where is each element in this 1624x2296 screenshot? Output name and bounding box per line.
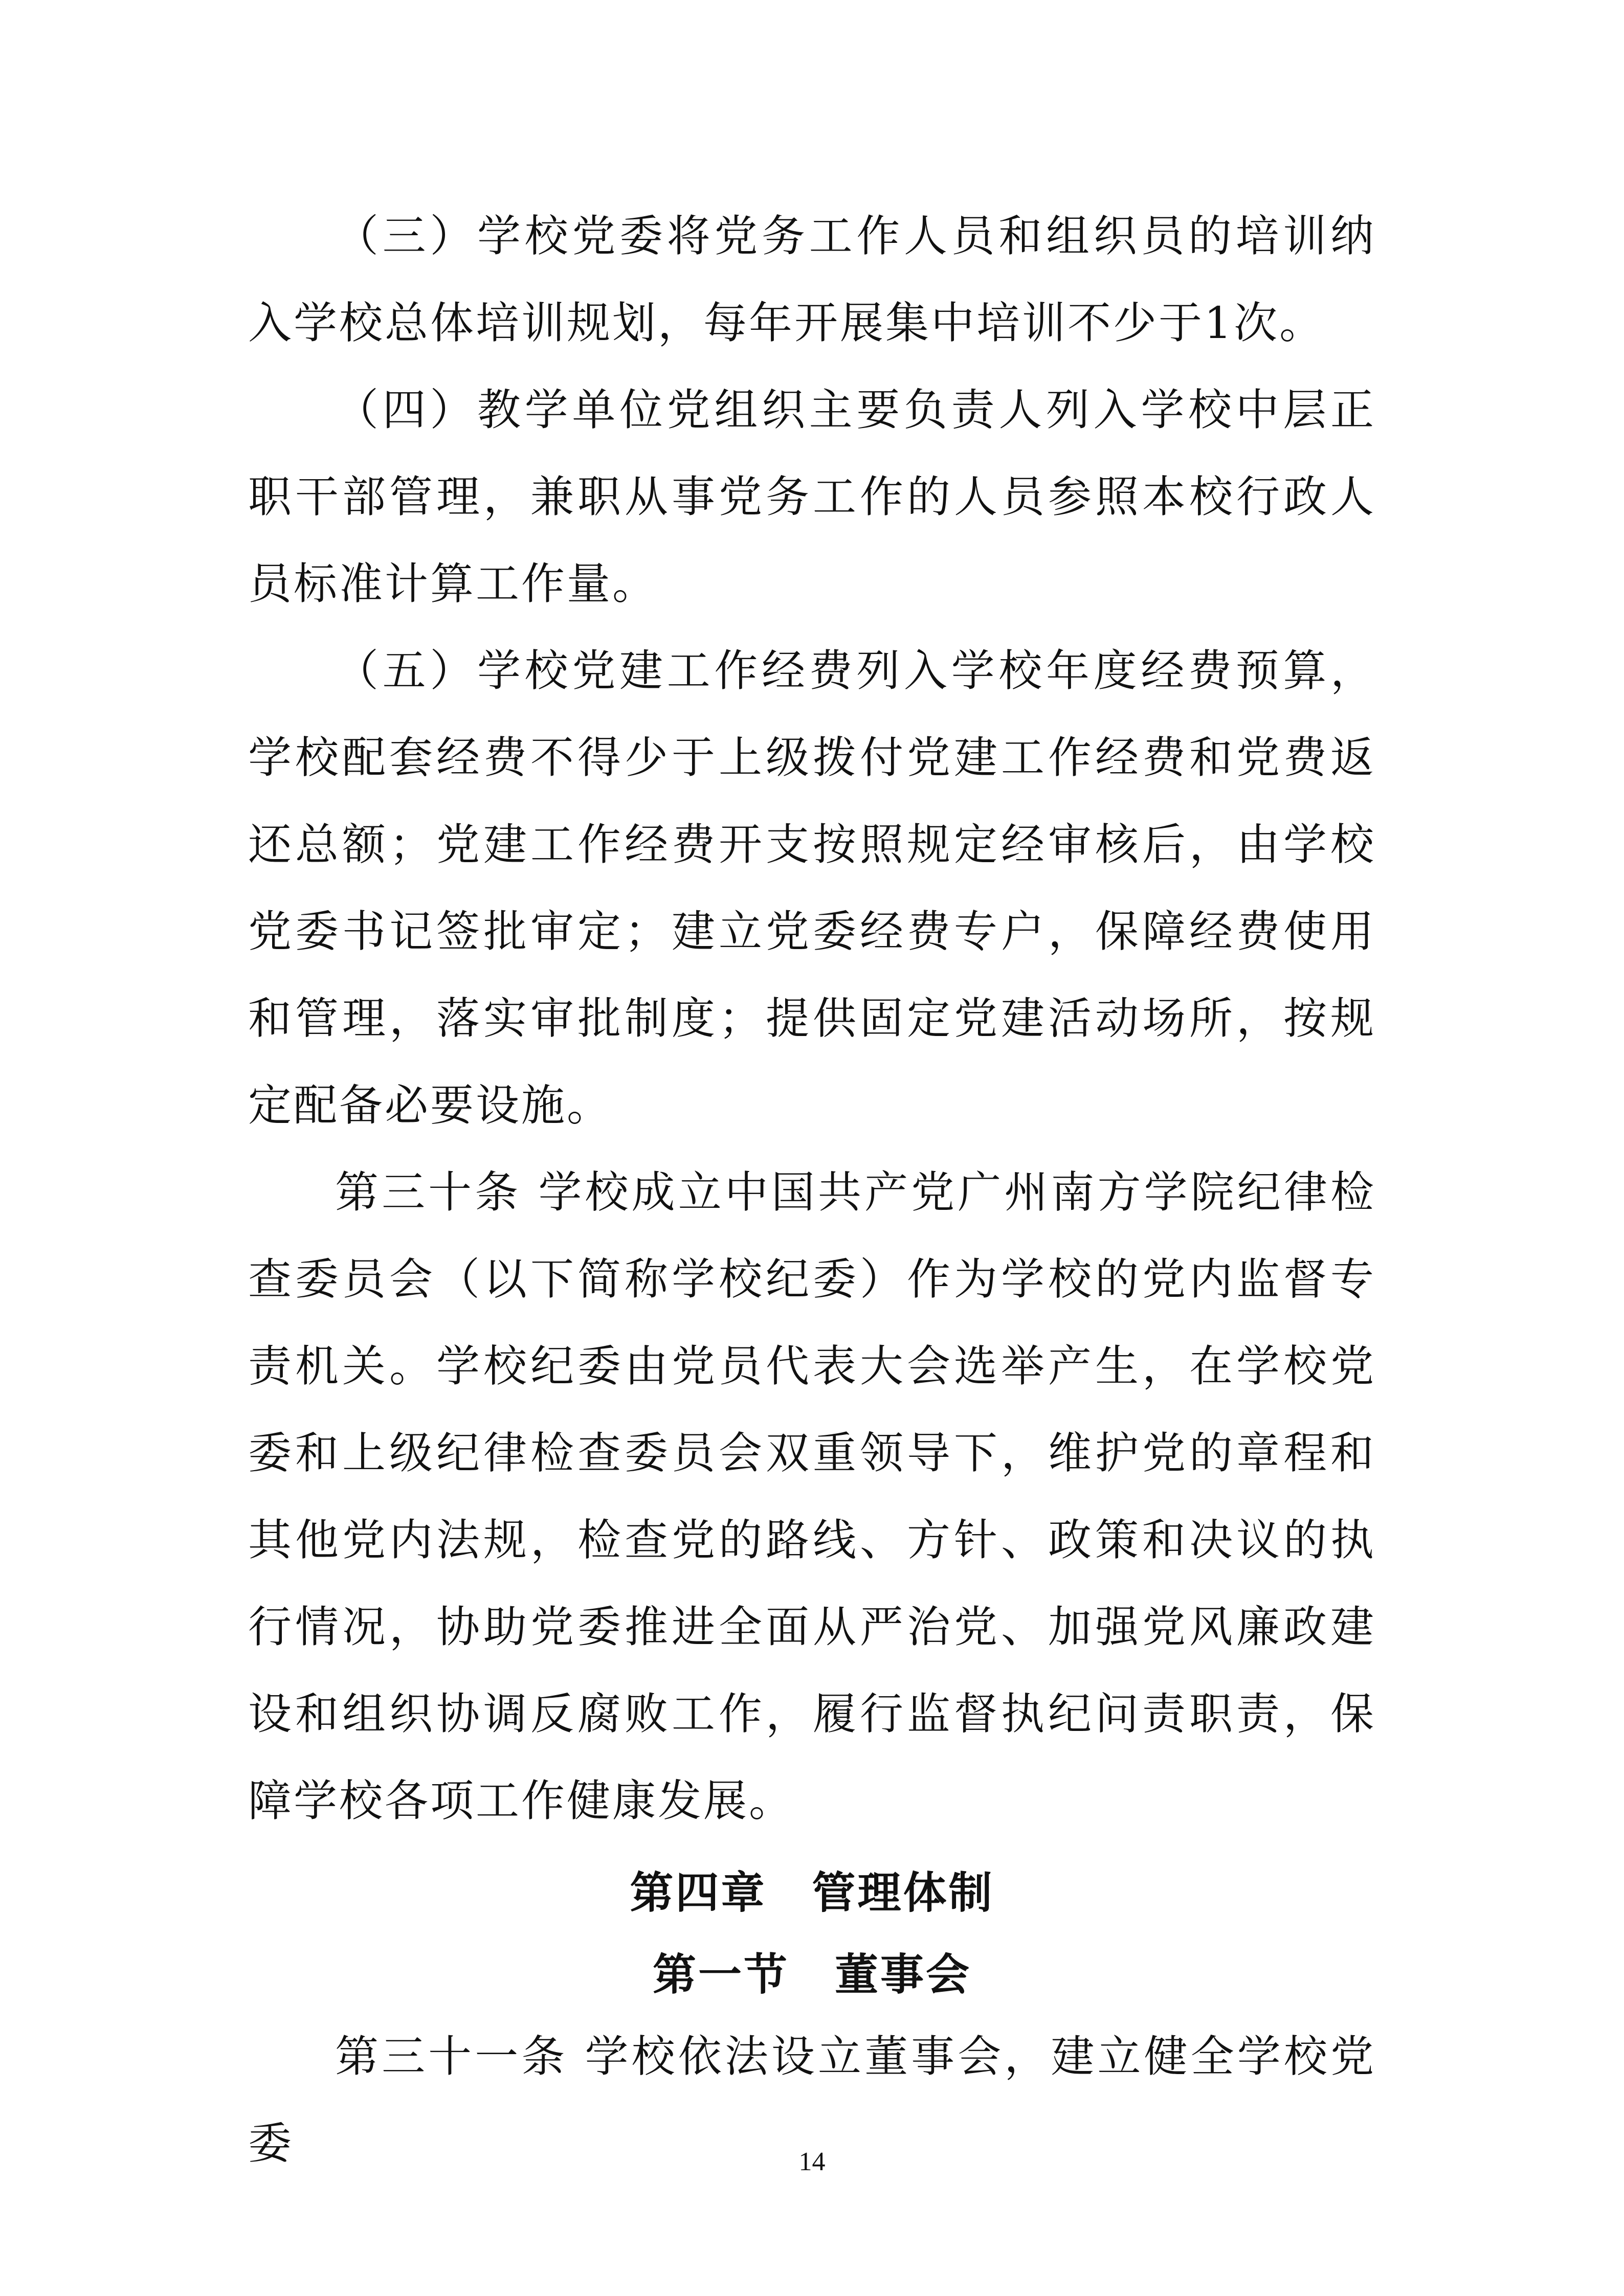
paragraph-item-5: （五）学校党建工作经费列入学校年度经费预算，学校配套经费不得少于上级拨付党建工作经费和党费返还总额；党建工作经费开支按照规定经审核后，由学校党委书记签批审定；建立党委经费专户，保障经费使用和管理，落实审批制度；提供固定党建活动场所，按规定配备必要设施。 [248,646,1376,1131]
paragraph-item-3: （三）学校党委将党务工作人员和组织员的培训纳入学校总体培训规划，每年开展集中培训不少于1次。 [248,211,1376,349]
article-30-paragraph: 第三十条 学校成立中国共产党广州南方学院纪律检查委员会（以下简称学校纪委）作为学校的党内监督专责机关。学校纪委由党员代表大会选举产生，在学校党委和上级纪律检查委员会双重领导下，维护党的章程和其他党内法规，检查党的路线、方针、政策和决议的执行情况，协助党委推进全面从严治党、加强党风廉政建设和组织协调反腐败工作，履行监督执纪问责职责，保障学校各项工作健康发展。 [248,1167,1376,1827]
chapter-heading: 第四章 管理体制 [630,1868,994,1919]
page-number: 14 [798,2147,826,2176]
article-31-paragraph: 第三十一条 学校依法设立董事会，建立健全学校党委 [248,2032,1376,2169]
page-body [248,193,1376,2188]
paragraph-item-4: （四）教学单位党组织主要负责人列入学校中层正职干部管理，兼职从事党务工作的人员参照本校行政人员标准计算工作量。 [248,385,1376,610]
section-heading: 第一节 董事会 [652,1950,971,2000]
